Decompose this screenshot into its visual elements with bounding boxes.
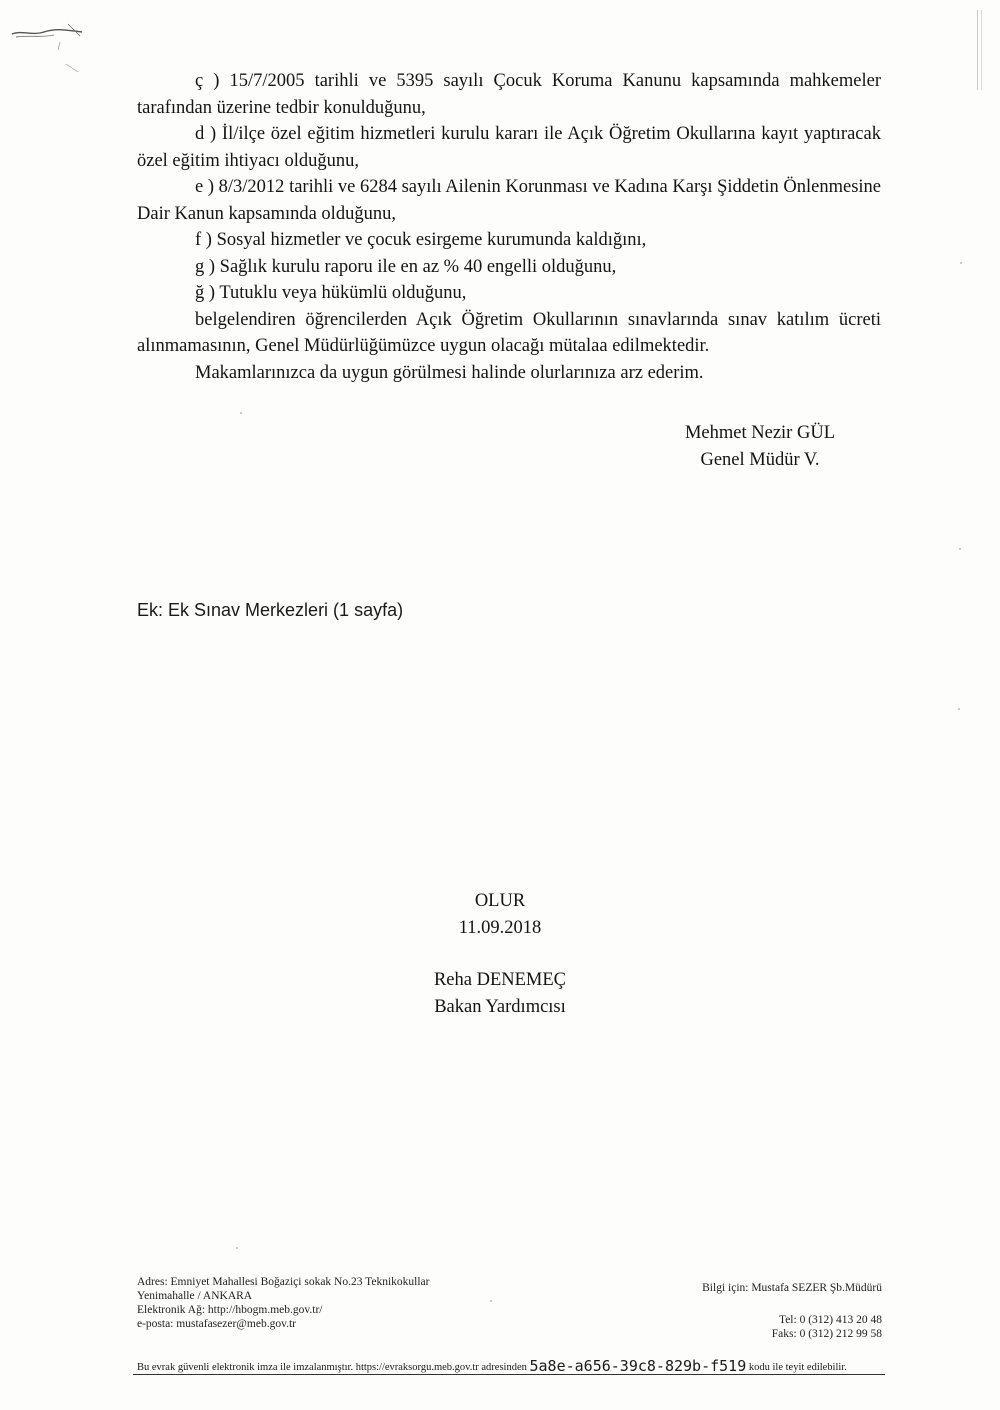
item-marker: f ) (195, 230, 212, 250)
item-text: Sağlık kurulu raporu ile en az % 40 engelli olduğunu, (219, 256, 617, 277)
verification-code: 5a8e-a656-39c8-829b-f519 (529, 1357, 747, 1375)
footer-web-link[interactable]: Elektronik Ağ: http://hbogm.meb.gov.tr/ (137, 1304, 323, 1316)
scan-artifact-edge (977, 10, 982, 90)
scan-speck (960, 262, 962, 264)
request-paragraph: Makamlarınızca da uygun görülmesi halinde olurlarınıza arz ederim. (195, 362, 704, 383)
approval-block (380, 888, 620, 1020)
item-marker: d ) (195, 124, 217, 144)
footer-address-city: Yenimahalle / ANKARA (137, 1290, 253, 1302)
footer-address: Adres: Emniyet Mahallesi Boğaziçi sokak No.23 Teknikokullar (137, 1276, 430, 1288)
item-text: 8/3/2012 tarihli ve 6284 sayılı Ailenin Korunması ve Kadına Karşı Şiddetin Önlenmesine Dair Kanun kapsamında olduğunu, (137, 177, 882, 224)
footer-contact (137, 1275, 517, 1331)
scan-speck (236, 1247, 238, 1249)
footer-info-contact: Bilgi için: Mustafa SEZER Şb.Müdürü (702, 1282, 882, 1294)
approver-title: Bakan Yardımcısı (434, 996, 566, 1017)
footer-phone: Tel: 0 (312) 413 20 48 (778, 1314, 882, 1326)
signer-title: Genel Müdür V. (700, 450, 820, 470)
signer-name: Mehmet Nezir GÜL (684, 423, 835, 443)
list-item (137, 174, 881, 227)
list-item (137, 280, 881, 307)
item-text: Tutuklu veya hükümlü olduğunu, (219, 283, 467, 303)
item-text: 15/7/2005 tarihli ve 5395 sayılı Çocuk Koruma Kanunu kapsamında mahkemeler tarafından üzerine tedbir konulduğunu, (137, 71, 882, 118)
verification-suffix: kodu ile teyit edilebilir. (748, 1362, 847, 1373)
item-marker: ç ) (195, 71, 220, 91)
item-marker: e ) (195, 177, 215, 197)
scan-speck (958, 708, 960, 710)
footer-info (582, 1281, 882, 1341)
item-text: İl/ilçe özel eğitim hizmetleri kurulu kararı ile Açık Öğretim Okullarına kayıt yaptıracak özel eğitim ihtiyacı olduğunu, (137, 124, 881, 171)
signature-block (660, 420, 860, 474)
conclusion-paragraph: belgelendiren öğrencilerden Açık Öğretim Okullarının sınavlarında sınav katılım ücreti alınmamasının, Genel Müdürlüğümüzce uygun olacağı mütalaa edilmektedir. (137, 309, 881, 356)
footer-email-link[interactable]: e-posta: mustafasezer@meb.gov.tr (137, 1318, 296, 1330)
item-marker: ğ ) (195, 283, 216, 303)
scan-speck (240, 412, 242, 414)
approval-date: 11.09.2018 (458, 917, 542, 938)
list-item (137, 68, 881, 121)
list-item (137, 121, 881, 174)
attachment-note: Ek: Ek Sınav Merkezleri (1 sayfa) (137, 600, 404, 620)
footer-fax: Faks: 0 (312) 212 99 58 (771, 1328, 882, 1340)
approval-label: OLUR (474, 891, 526, 911)
e-signature-verification (137, 1357, 887, 1375)
footer-rule (133, 1374, 885, 1375)
approver-name: Reha DENEMEÇ (433, 970, 567, 990)
scan-speck (959, 548, 961, 550)
letter-body (137, 68, 881, 386)
list-item (137, 254, 881, 281)
item-text: Sosyal hizmetler ve çocuk esirgeme kurumunda kaldığını, (216, 230, 647, 250)
scan-artifact-mark (8, 20, 88, 80)
verification-text: Bu evrak güvenli elektronik imza ile imzalanmıştır. https://evraksorgu.meb.gov.tr adresinden (137, 1362, 527, 1373)
list-item (137, 227, 881, 254)
item-marker: g ) (195, 256, 216, 277)
